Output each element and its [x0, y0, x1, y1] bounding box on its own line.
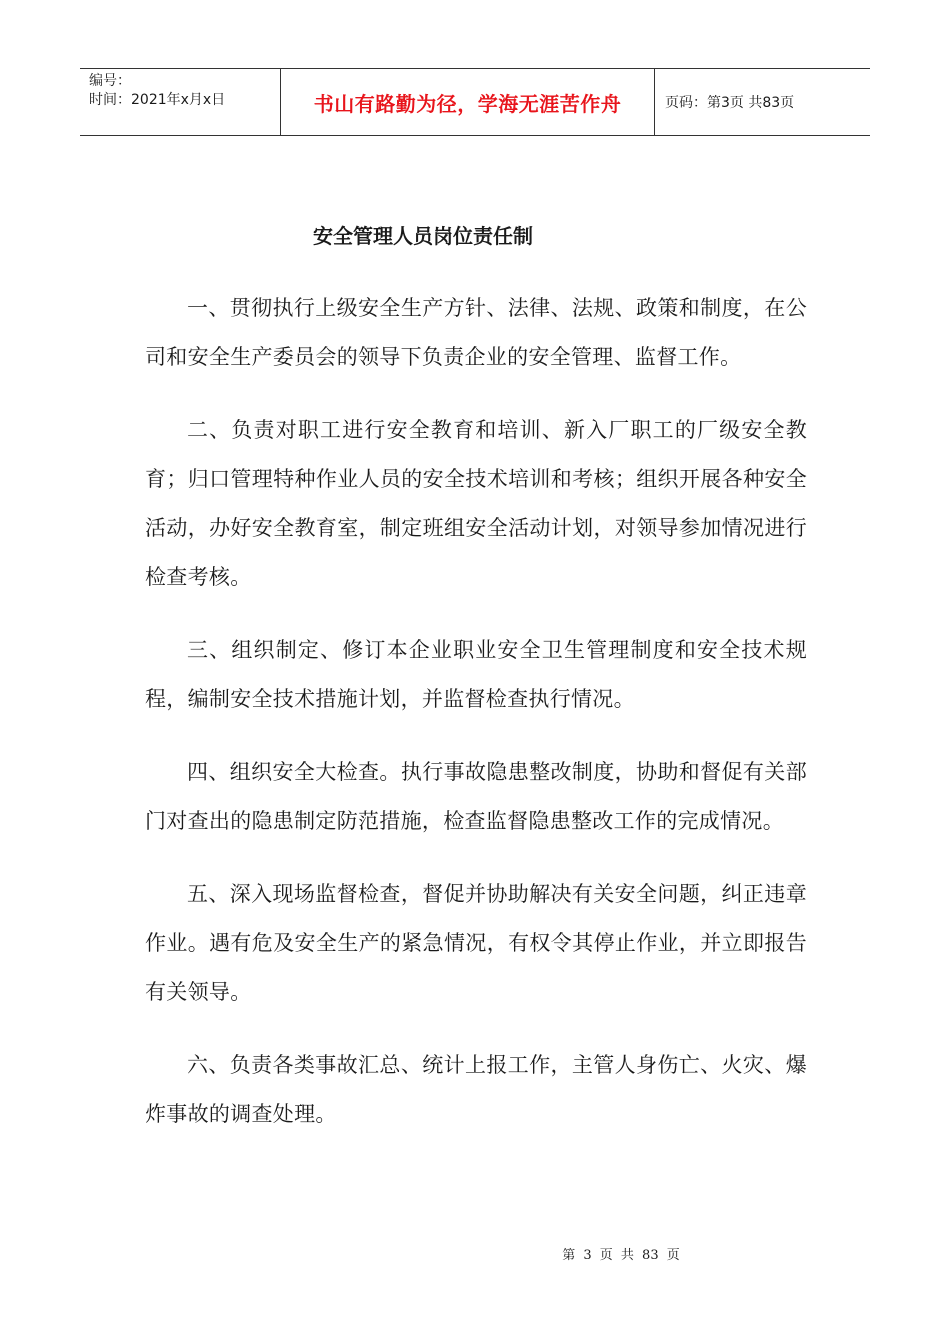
header-motto-cell [281, 69, 655, 135]
paragraph-1: 一、贯彻执行上级安全生产方针、法律、法规、政策和制度，在公司和安全生产委员会的领导下负责企业的安全管理、监督工作。 [145, 296, 807, 369]
date-label: 时间：2021年x月x日 [89, 92, 226, 108]
paragraph-4: 四、组织安全大检查。执行事故隐患整改制度，协助和督促有关部门对查出的隐患制定防范措施，检查监督隐患整改工作的完成情况。 [145, 760, 807, 833]
page-info: 页码：第3页 共83页 [665, 95, 795, 111]
paragraph-2: 二、负责对职工进行安全教育和培训、新入厂职工的厂级安全教育；归口管理特种作业人员的安全技术培训和考核；组织开展各种安全活动，办好安全教育室，制定班组安全活动计划，对领导参加情况进行检查考核。 [145, 418, 807, 589]
header-page-cell [655, 69, 870, 135]
paragraph-3: 三、组织制定、修订本企业职业安全卫生管理制度和安全技术规程，编制安全技术措施计划，并监督检查执行情况。 [145, 638, 807, 711]
paragraph-6: 六、负责各类事故汇总、统计上报工作，主管人身伤亡、火灾、爆炸事故的调查处理。 [145, 1053, 807, 1126]
document-title: 安全管理人员岗位责任制 [313, 224, 533, 248]
header-table [80, 68, 870, 136]
number-label: 编号： [89, 73, 131, 89]
paragraph-5: 五、深入现场监督检查，督促并协助解决有关安全问题，纠正违章作业。遇有危及安全生产的紧急情况，有权令其停止作业，并立即报告有关领导。 [145, 882, 807, 1004]
motto-text: 书山有路勤为径，学海无涯苦作舟 [313, 91, 622, 116]
page-footer: 第 3 页 共 83 页 [562, 1248, 680, 1263]
header-meta-cell [80, 69, 281, 135]
document-body [145, 284, 807, 1163]
